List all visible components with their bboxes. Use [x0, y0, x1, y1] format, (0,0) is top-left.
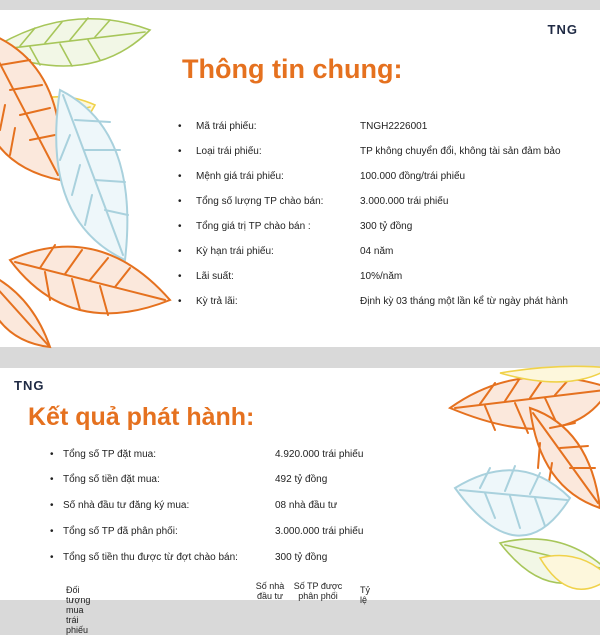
- item-value: 08 nhà đầu tư: [275, 500, 338, 511]
- list-item: [178, 271, 598, 289]
- item-value: TNGH2226001: [360, 121, 428, 132]
- bullet: •: [50, 500, 54, 511]
- item-label: Tổng giá trị TP chào bán :: [196, 221, 311, 232]
- page-title: Thông tin chung:: [182, 54, 403, 84]
- item-label: Kỳ trả lãi:: [196, 296, 238, 307]
- list-item: [50, 526, 450, 544]
- list-item: [178, 121, 598, 139]
- header-line: Số TP được: [293, 581, 343, 591]
- item-label: Mã trái phiếu:: [196, 121, 257, 132]
- item-value: 3.000.000 trái phiếu: [275, 526, 364, 537]
- item-label: Tổng số tiền đặt mua:: [63, 474, 160, 485]
- item-label: Kỳ hạn trái phiếu:: [196, 246, 274, 257]
- bullet: •: [50, 552, 54, 563]
- bullet: •: [178, 271, 182, 282]
- brand-logo: TNG: [14, 378, 45, 393]
- list-item: [178, 171, 598, 189]
- header-line: đầu tư: [256, 591, 284, 601]
- item-value: 100.000 đồng/trái phiếu: [360, 171, 466, 182]
- list-item: [50, 500, 450, 518]
- item-value: 300 tỷ đồng: [360, 221, 413, 232]
- list-item: [178, 296, 598, 314]
- slide-general-info: [0, 10, 600, 347]
- header-line: Số nhà: [255, 581, 285, 591]
- header-line: phân phối: [298, 591, 338, 601]
- item-value: Định kỳ 03 tháng một lần kể từ ngày phát hành: [360, 296, 568, 307]
- item-label: Lãi suất:: [196, 271, 234, 282]
- bullet: •: [178, 171, 182, 182]
- list-item: [178, 246, 598, 264]
- list-item: [178, 146, 598, 164]
- brand-logo: TNG: [547, 22, 578, 37]
- item-label: Loại trái phiếu:: [196, 146, 262, 157]
- item-value: TP không chuyển đổi, không tài sản đảm bảo: [360, 146, 561, 157]
- item-label: Tổng số TP đã phân phối:: [63, 526, 178, 537]
- list-item: [50, 474, 450, 492]
- item-value: 04 năm: [360, 246, 394, 257]
- list-item: [50, 449, 450, 467]
- item-value: 3.000.000 trái phiếu: [360, 196, 449, 207]
- item-value: 492 tỷ đồng: [275, 474, 328, 485]
- bullet: •: [178, 196, 182, 207]
- info-list: [178, 121, 598, 321]
- item-value: 300 tỷ đồng: [275, 552, 328, 563]
- results-list: [50, 449, 450, 589]
- slide-issuance-results: [0, 368, 600, 635]
- page-title: Kết quả phát hành:: [28, 403, 255, 431]
- item-value: 10%/năm: [360, 271, 403, 282]
- item-label: Tổng số lượng TP chào bán:: [196, 196, 324, 207]
- bullet: •: [178, 296, 182, 307]
- bullet: •: [178, 221, 182, 232]
- bullet: •: [178, 246, 182, 257]
- bullet: •: [50, 474, 54, 485]
- column-header-allocated-bonds: [290, 581, 346, 601]
- bullet: •: [50, 526, 54, 537]
- bullet: •: [178, 121, 182, 132]
- item-label: Mệnh giá trái phiếu:: [196, 171, 284, 182]
- item-value: 4.920.000 trái phiếu: [275, 449, 364, 460]
- leaf-decoration: [440, 368, 600, 600]
- item-label: Số nhà đầu tư đăng ký mua:: [63, 500, 190, 511]
- list-item: [178, 221, 598, 239]
- column-header-investor-count: [250, 581, 290, 601]
- item-label: Tổng số TP đặt mua:: [63, 449, 157, 460]
- column-header-buyer: Đối tượng mua trái phiếu: [66, 585, 91, 635]
- bullet: •: [178, 146, 182, 157]
- leaf-decoration: [0, 10, 165, 347]
- item-label: Tổng số tiền thu được từ đợt chào bán:: [63, 552, 238, 563]
- bullet: •: [50, 449, 54, 460]
- column-header-ratio: Tỷ lệ: [360, 585, 370, 605]
- list-item: [50, 552, 450, 570]
- list-item: [178, 196, 598, 214]
